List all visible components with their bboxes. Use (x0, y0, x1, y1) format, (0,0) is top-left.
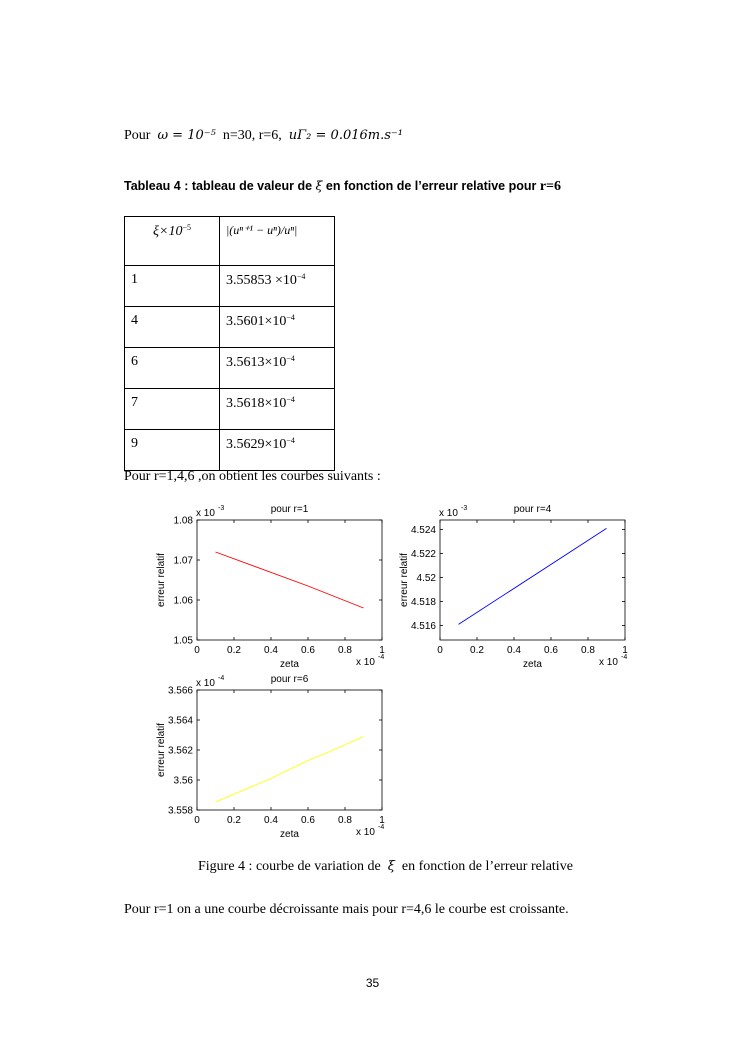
x-tick-label: 0 (437, 645, 443, 656)
x-tick-label: 0.6 (301, 815, 315, 826)
chart-title: pour r=1 (270, 504, 309, 515)
row-error: $3.55853 \times 10^{-4}$ (220, 266, 335, 307)
y-tick-label: 3.562 (167, 745, 193, 757)
x-tick-label: 0.8 (581, 645, 595, 656)
chart-r6 (150, 668, 395, 848)
row-error: $3.5613\times 10^{-4}$ (220, 348, 335, 389)
x-tick-label: 0.8 (338, 645, 352, 656)
x-tick-label: 1 (379, 815, 385, 826)
y-tick-label: 1.07 (173, 555, 193, 567)
y-tick-label: 1.05 (173, 635, 193, 647)
x-scale-label: x 10 (356, 657, 375, 668)
y-tick-label: 4.52 (416, 573, 436, 585)
x-tick-label: 0.2 (470, 645, 484, 656)
x-tick-label: 0 (194, 645, 200, 656)
row-xi: 4 (125, 307, 220, 348)
x-tick-label: 0.8 (338, 815, 352, 826)
x-scale-exponent: -4 (378, 654, 385, 661)
x-tick-label: 0 (194, 815, 200, 826)
table-header-row (125, 217, 335, 266)
y-scale-exponent: -3 (461, 505, 468, 512)
y-tick-label: 3.558 (167, 805, 193, 817)
row-xi: 1 (125, 266, 220, 307)
row-xi: 6 (125, 348, 220, 389)
table-row (125, 430, 335, 471)
y-scale-label: x 10 (196, 678, 215, 689)
header-xi: $\xi\times 10^{-5}$ (125, 217, 220, 266)
y-tick-label: 3.566 (167, 685, 193, 697)
chart-r1 (150, 498, 395, 678)
table-row (125, 266, 335, 307)
y-scale-label: x 10 (439, 508, 458, 519)
x-axis-label: zeta (280, 659, 299, 670)
x-scale-label: x 10 (599, 657, 618, 668)
x-tick-label: 0.6 (544, 645, 558, 656)
chart-title: pour r=6 (270, 674, 309, 685)
x-scale-exponent: -4 (378, 824, 385, 831)
x-tick-label: 0.2 (227, 815, 241, 826)
x-tick-label: 0.4 (507, 645, 521, 656)
x-scale-label: x 10 (356, 827, 375, 838)
values-table (124, 216, 335, 471)
table-row (125, 348, 335, 389)
y-scale-exponent: -4 (218, 675, 225, 682)
xi-symbol: ξ (387, 859, 395, 874)
row-error: $3.5629\times 10^{-4}$ (220, 430, 335, 471)
y-tick-label: 4.518 (410, 597, 436, 609)
plot-frame (197, 520, 382, 640)
chart-r4 (393, 498, 638, 678)
x-scale-exponent: -4 (621, 654, 628, 661)
x-tick-label: 1 (379, 645, 385, 656)
y-tick-label: 1.06 (173, 595, 193, 607)
chart-title: pour r=4 (513, 504, 552, 515)
table-caption (124, 178, 561, 195)
header-relative-error: |(uⁿ⁺¹ − uⁿ)/uⁿ| (220, 217, 335, 266)
y-axis-label: erreur relatif (156, 553, 167, 607)
x-tick-label: 0.2 (227, 645, 241, 656)
table-caption-r: r=6 (539, 179, 562, 194)
y-scale-exponent: -3 (218, 505, 225, 512)
x-tick-label: 1 (622, 645, 628, 656)
y-axis-label: erreur relatif (399, 553, 410, 607)
intro-prefix: Pour (124, 128, 151, 143)
velocity-formula: uΓ₂ = 0.016m.s⁻¹ (288, 128, 403, 143)
y-axis-label: erreur relatif (156, 723, 167, 777)
y-scale-label: x 10 (196, 508, 215, 519)
row-error: $3.5601\times 10^{-4}$ (220, 307, 335, 348)
y-tick-label: 4.524 (410, 525, 436, 537)
x-axis-label: zeta (280, 829, 299, 840)
omega-formula: ω = 10⁻⁵ (157, 128, 216, 143)
y-tick-label: 1.08 (173, 515, 193, 527)
table-caption-text: Tableau 4 : tableau de valeur de (124, 179, 313, 193)
xi-symbol: ξ (315, 178, 323, 193)
x-tick-label: 0.6 (301, 645, 315, 656)
intro-line (124, 128, 403, 144)
intro-params: n=30, r=6, (222, 128, 282, 143)
row-xi: 9 (125, 430, 220, 471)
curves-intro: Pour r=1,4,6 ,on obtient les courbes suivants : (124, 469, 381, 484)
page-number: 35 (365, 976, 380, 990)
row-xi: 7 (125, 389, 220, 430)
plot-frame (440, 520, 625, 640)
y-tick-label: 3.56 (173, 775, 193, 787)
row-error: $3.5618\times 10^{-4}$ (220, 389, 335, 430)
x-tick-label: 0.4 (264, 645, 278, 656)
y-tick-label: 3.564 (167, 715, 193, 727)
x-axis-label: zeta (523, 659, 542, 670)
conclusion: Pour r=1 on a une courbe décroissante mais pour r=4,6 le courbe est croissante. (124, 902, 569, 917)
figure-caption: Figure 4 : courbe de variation de ξ en fonction de l’erreur relative (198, 859, 573, 874)
table-row (125, 389, 335, 430)
y-tick-label: 4.516 (410, 621, 436, 633)
table-row (125, 307, 335, 348)
table-caption-text-after: en fonction de l’erreur relative pour (325, 179, 537, 193)
plot-frame (197, 690, 382, 810)
y-tick-label: 4.522 (410, 549, 436, 561)
x-tick-label: 0.4 (264, 815, 278, 826)
